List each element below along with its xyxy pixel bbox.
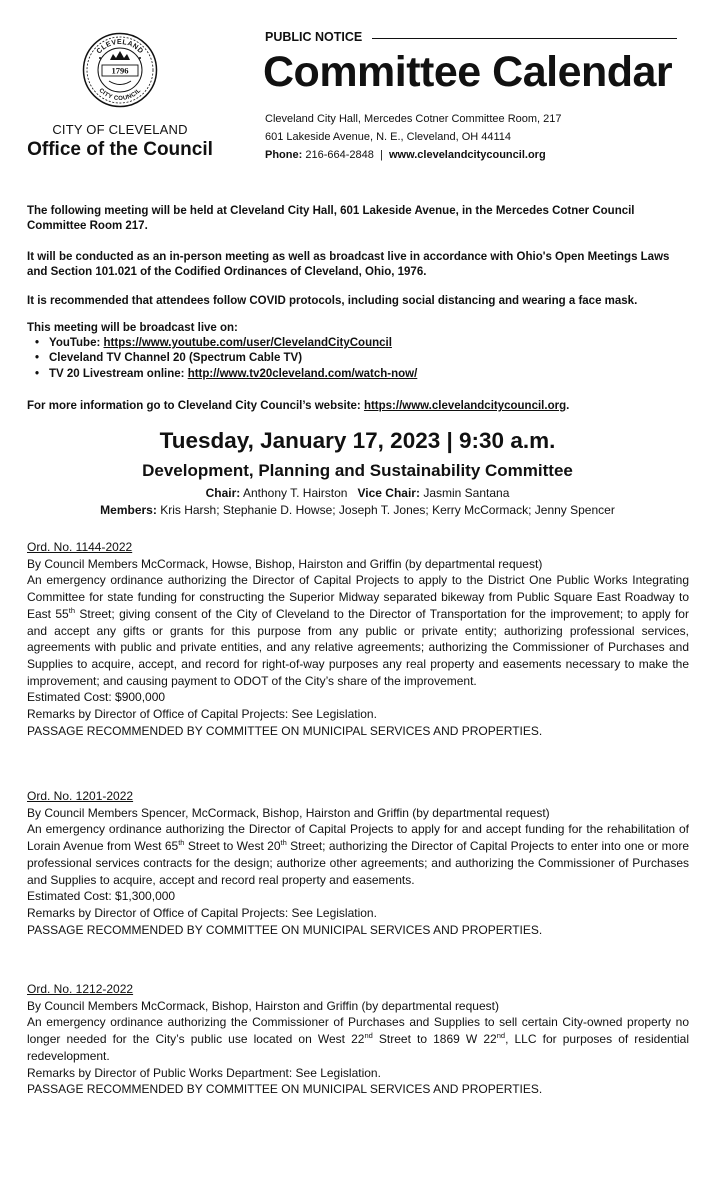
- broadcast-item-youtube: • YouTube: https://www.youtube.com/user/ClevelandCityCouncil: [35, 336, 417, 351]
- intro-covid: It is recommended that attendees follow COVID protocols, including social distancing and wearing a face mask.: [27, 295, 638, 307]
- ordinance-description: An emergency ordinance authorizing the Commissioner of Purchases and Supplies to sell certain City-owned property no longer needed for the City’s public use located on West 22nd Street to 1869 W 22nd, LLC for purposes of residential redevelopment.: [27, 1015, 690, 1063]
- broadcast-heading: This meeting will be broadcast live on:: [27, 322, 238, 334]
- broadcast-item-cable: • Cleveland TV Channel 20 (Spectrum Cable TV): [35, 351, 417, 366]
- members-list: Kris Harsh; Stephanie D. Howse; Joseph T. Jones; Kerry McCormack; Jenny Spencer: [160, 503, 615, 517]
- phone-number: 216-664-2848: [305, 149, 374, 161]
- address-line-1: Cleveland City Hall, Mercedes Cotner Committee Room, 217: [265, 113, 562, 125]
- header-address-block: [265, 110, 562, 164]
- seal-year: 1796: [111, 65, 129, 76]
- committee-name: Development, Planning and Sustainability Committee: [142, 461, 573, 480]
- youtube-link[interactable]: https://www.youtube.com/user/ClevelandCityCouncil: [103, 337, 392, 349]
- ordinance-passage: PASSAGE RECOMMENDED BY COMMITTEE ON MUNICIPAL SERVICES AND PROPERTIES.: [27, 723, 543, 738]
- ordinance-passage: PASSAGE RECOMMENDED BY COMMITTEE ON MUNICIPAL SERVICES AND PROPERTIES.: [27, 922, 543, 937]
- city-council-seal: [82, 32, 158, 108]
- ordinance-item: [27, 981, 689, 1098]
- chair-name: Anthony T. Hairston: [242, 486, 348, 500]
- ordinance-item: [27, 539, 689, 739]
- ordinance-sponsors: By Council Members McCormack, Howse, Bishop, Hairston and Griffin (by departmental request): [27, 556, 543, 571]
- ordinance-sponsors: By Council Members McCormack, Bishop, Hairston and Griffin (by departmental request): [27, 998, 499, 1013]
- ordinance-cost: Estimated Cost: $900,000: [27, 690, 166, 705]
- seal-top-text: CLEVELAND: [95, 38, 145, 56]
- vice-chair-name: Jasmin Santana: [423, 486, 510, 500]
- broadcast-item-livestream: • TV 20 Livestream online: http://www.tv20cleveland.com/watch-now/: [35, 367, 417, 382]
- phone-label: Phone:: [265, 149, 303, 161]
- org-city: CITY OF CLEVELAND: [52, 122, 188, 137]
- broadcast-list: [35, 336, 417, 382]
- contact-line: [265, 146, 562, 164]
- ordinance-sponsors: By Council Members Spencer, McCormack, Bishop, Hairston and Griffin (by departmental request): [27, 805, 550, 820]
- committee-members: Members: Kris Harsh; Stephanie D. Howse; Joseph T. Jones; Kerry McCormack; Jenny Spencer: [100, 503, 615, 517]
- ordinance-number: Ord. No. 1212-2022: [27, 982, 134, 996]
- org-office: Office of the Council: [27, 139, 213, 160]
- ordinance-remarks: Remarks by Director of Office of Capital Projects: See Legislation.: [27, 905, 377, 920]
- livestream-link[interactable]: http://www.tv20cleveland.com/watch-now/: [187, 367, 418, 380]
- header-website-link[interactable]: www.clevelandcitycouncil.org: [388, 149, 546, 161]
- seal-bottom-text: CITY COUNCIL: [97, 87, 143, 103]
- ordinance-description: An emergency ordinance authorizing the Director of Capital Projects to apply to the District One Public Works Integrating Committee for state funding for constructing the Superior Midway separated bikeway from Public Square East Roadway to East 55th Street; giving consent of the City of Cleveland to the Director of Transportation for the improvement; to apply for and accept any gifts or grants for this purpose from any public or private entity; authorizing professional services, agreements with public and private entities, and any relative agreements; authorizing the Commissioner of Purchases and Supplies to acquire, accept, and record for right-of-way purposes any real property and easements necessary to make the improvement; and causing payment to ODOT of the City’s share of the improvement.: [27, 573, 689, 688]
- ordinance-passage: PASSAGE RECOMMENDED BY COMMITTEE ON MUNICIPAL SERVICES AND PROPERTIES.: [27, 1082, 543, 1097]
- council-website-link[interactable]: https://www.clevelandcitycouncil.org: [363, 400, 567, 412]
- ordinance-description: An emergency ordinance authorizing the Director of Capital Projects to apply for and accept funding for the rehabilitation of Lorain Avenue from West 65th Street to West 20th Street; authorizing the Director of Capital Projects to enter into one or more professional services contracts for the design; authorize other agreements; and authorizing the Commissioner of Purchases and Supplies to acquire, accept and record real property and easements.: [27, 822, 690, 887]
- more-info-line: For more information go to Cleveland City Council’s website: https://www.clevelandcitycouncil.org.: [27, 400, 570, 412]
- committee-chairs: Chair: Anthony T. Hairston Vice Chair: Jasmin Santana: [205, 486, 510, 500]
- ordinance-remarks: Remarks by Director of Office of Capital Projects: See Legislation.: [27, 707, 377, 722]
- address-line-2: 601 Lakeside Avenue, N. E., Cleveland, OH 44114: [265, 131, 512, 143]
- intro-broadcast-law: It will be conducted as an in-person meeting as well as broadcast live in accordance with Ohio's Open Meetings Laws and Section 101.021 of the Codified Ordinances of Cleveland, Ohio, 1976.: [27, 251, 670, 278]
- ordinance-cost: Estimated Cost: $1,300,000: [27, 889, 176, 904]
- contact-separator: |: [379, 149, 383, 161]
- ordinance-number: Ord. No. 1144-2022: [27, 540, 133, 554]
- ordinance-item: [27, 788, 689, 938]
- svg-text:CITY COUNCIL: [98, 88, 143, 102]
- ordinance-number: Ord. No. 1201-2022: [27, 789, 134, 803]
- page-title: Committee Calendar: [263, 48, 673, 96]
- ordinance-remarks: Remarks by Director of Public Works Department: See Legislation.: [27, 1065, 381, 1080]
- header-rule: [372, 38, 677, 39]
- public-notice-label: PUBLIC NOTICE: [265, 30, 363, 44]
- intro-location: The following meeting will be held at Cleveland City Hall, 601 Lakeside Avenue, in the Mercedes Cotner Council Committee Room 217.: [27, 205, 635, 232]
- meeting-date-time: Tuesday, January 17, 2023 | 9:30 a.m.: [159, 428, 556, 453]
